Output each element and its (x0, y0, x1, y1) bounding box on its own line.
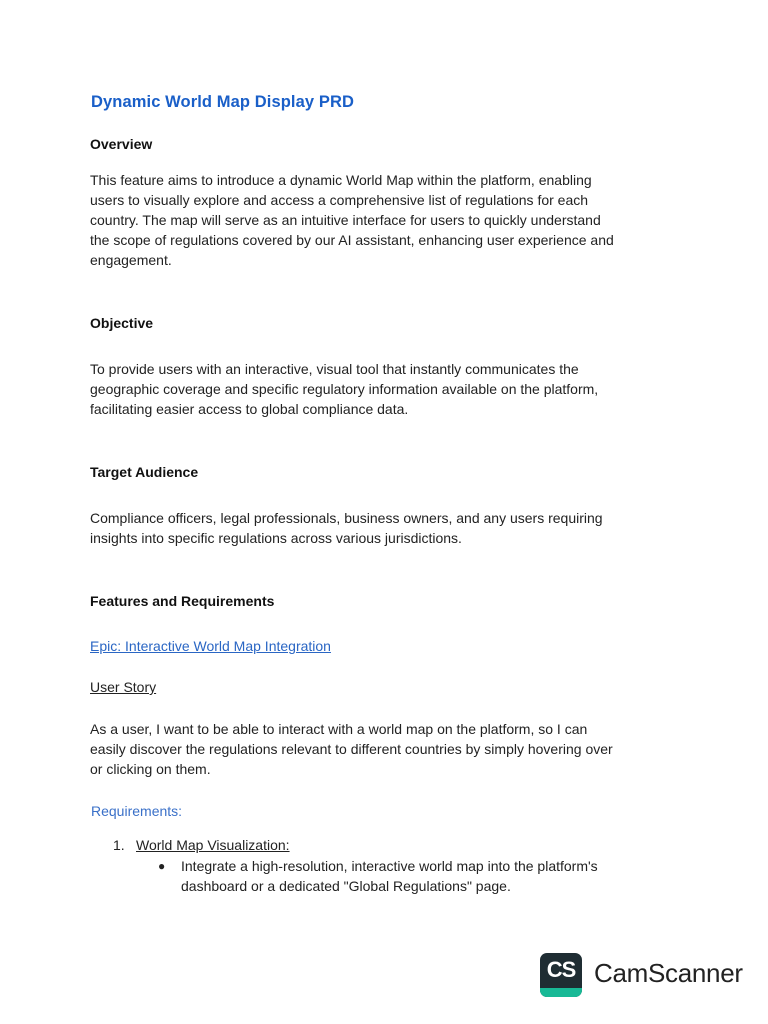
logo-text: CS (546, 957, 576, 982)
overview-line: users to visually explore and access a comprehensive list of regulations for each (90, 192, 589, 208)
bullet-item (181, 856, 701, 896)
objective-line: To provide users with an interactive, visual tool that instantly communicates the (90, 361, 579, 377)
camscanner-logo-icon (540, 953, 582, 997)
overview-line: the scope of regulations covered by our AI assistant, enhancing user experience and (90, 232, 614, 248)
document-title: Dynamic World Map Display PRD (91, 93, 354, 111)
objective-heading: Objective (90, 315, 154, 331)
logo-band (540, 988, 582, 997)
objective-line: facilitating easier access to global compliance data. (90, 401, 409, 417)
objective-paragraph (90, 359, 690, 419)
list-item-title: World Map Visualization: (136, 837, 290, 853)
bullet-icon: ● (158, 859, 166, 873)
overview-paragraph (90, 170, 690, 270)
audience-line: Compliance officers, legal professionals, business owners, and any users requiring (90, 510, 603, 526)
user-story-line: As a user, I want to be able to interact with a world map on the platform, so I can (90, 721, 588, 737)
bullet-line: Integrate a high-resolution, interactive world map into the platform's (181, 858, 598, 874)
objective-line: geographic coverage and specific regulatory information available on the platform, (90, 381, 599, 397)
audience-heading: Target Audience (90, 464, 199, 480)
camscanner-brand-name: CamScanner (594, 958, 743, 988)
audience-line: insights into specific regulations across various jurisdictions. (90, 530, 462, 546)
requirements-label: Requirements: (91, 803, 183, 819)
audience-paragraph (90, 508, 690, 548)
list-number: 1. (113, 837, 125, 853)
overview-heading: Overview (90, 136, 153, 152)
user-story-label: User Story (90, 679, 157, 695)
user-story-paragraph (90, 719, 690, 779)
features-heading: Features and Requirements (90, 593, 275, 609)
user-story-line: or clicking on them. (90, 761, 211, 777)
epic-link[interactable]: Epic: Interactive World Map Integration (90, 638, 331, 654)
user-story-line: easily discover the regulations relevant to different countries by simply hovering over (90, 741, 613, 757)
bullet-line: dashboard or a dedicated "Global Regulations" page. (181, 878, 511, 894)
overview-line: This feature aims to introduce a dynamic World Map within the platform, enabling (90, 172, 592, 188)
overview-line: country. The map will serve as an intuitive interface for users to quickly understand (90, 212, 601, 228)
overview-line: engagement. (90, 252, 172, 268)
